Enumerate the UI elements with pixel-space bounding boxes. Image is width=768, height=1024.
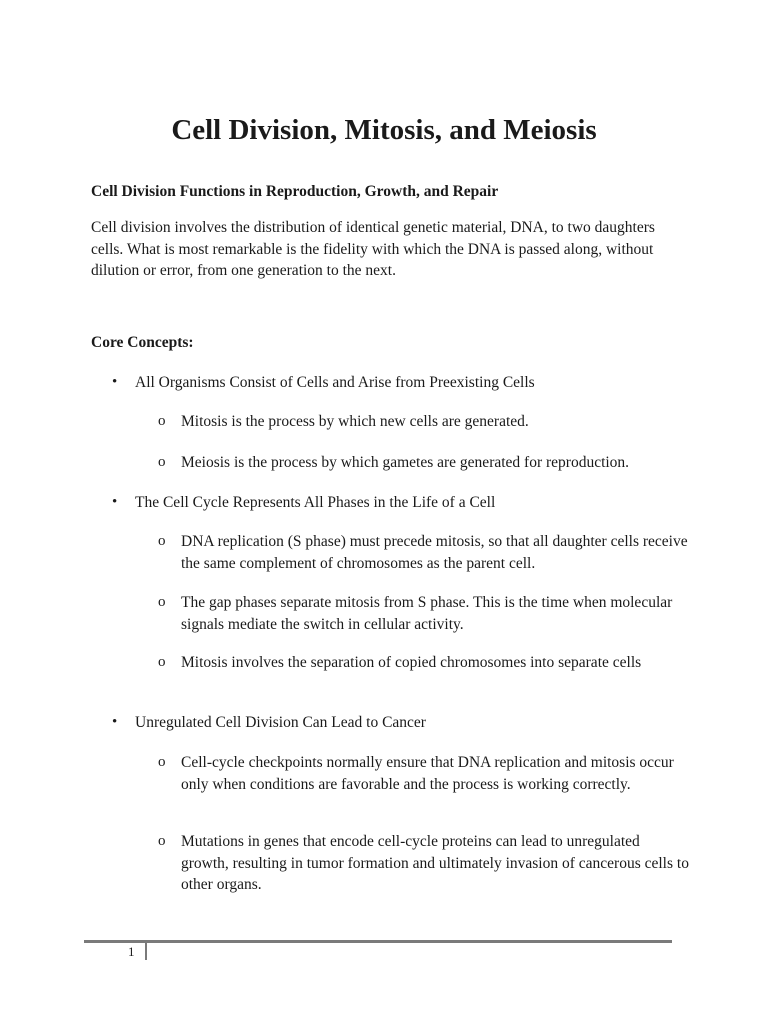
bullet-icon: • (112, 714, 118, 730)
section-heading: Cell Division Functions in Reproduction, Growth, and Repair (91, 183, 499, 200)
concept-subitem: DNA replication (S phase) must precede mitosis, so that all daughter cells receive the same complement of chromosomes as the parent cell. (181, 533, 688, 572)
concept-subitem: Mitosis involves the separation of copied chromosomes into separate cells (181, 654, 642, 671)
sub-bullet-icon: o (158, 413, 166, 429)
footer-rule (84, 940, 672, 943)
concept-item: Unregulated Cell Division Can Lead to Cancer (135, 714, 426, 731)
sub-bullet-icon: o (158, 754, 166, 770)
bullet-icon: • (112, 374, 118, 390)
core-concepts-heading: Core Concepts: (91, 334, 194, 351)
concept-subitem: Mutations in genes that encode cell-cycle proteins can lead to unregulated growth, resulting in tumor formation and ultimately invasion of cancerous cells to other organs. (181, 833, 689, 893)
concept-subitem: Cell-cycle checkpoints normally ensure that DNA replication and mitosis occur only when conditions are favorable and the process is working correctly. (181, 754, 674, 793)
intro-paragraph: Cell division involves the distribution of identical genetic material, DNA, to two daughters cells. What is most remarkable is the fidelity with which the DNA is passed along, without dilution or error, from one generation to the next. (91, 219, 655, 279)
page-number-separator (145, 943, 147, 960)
sub-bullet-icon: o (158, 594, 166, 610)
concept-subitem: The gap phases separate mitosis from S phase. This is the time when molecular signals mediate the switch in cellular activity. (181, 594, 673, 633)
concept-item: All Organisms Consist of Cells and Arise from Preexisting Cells (135, 374, 535, 391)
sub-bullet-icon: o (158, 454, 166, 470)
concept-item: The Cell Cycle Represents All Phases in the Life of a Cell (135, 494, 496, 511)
sub-bullet-icon: o (158, 654, 166, 670)
bullet-icon: • (112, 494, 118, 510)
concept-subitem: Meiosis is the process by which gametes are generated for reproduction. (181, 454, 630, 471)
sub-bullet-icon: o (158, 833, 166, 849)
document-title: Cell Division, Mitosis, and Meiosis (171, 114, 597, 146)
concept-subitem: Mitosis is the process by which new cells are generated. (181, 413, 529, 430)
page-number: 1 (128, 944, 135, 959)
sub-bullet-icon: o (158, 533, 166, 549)
